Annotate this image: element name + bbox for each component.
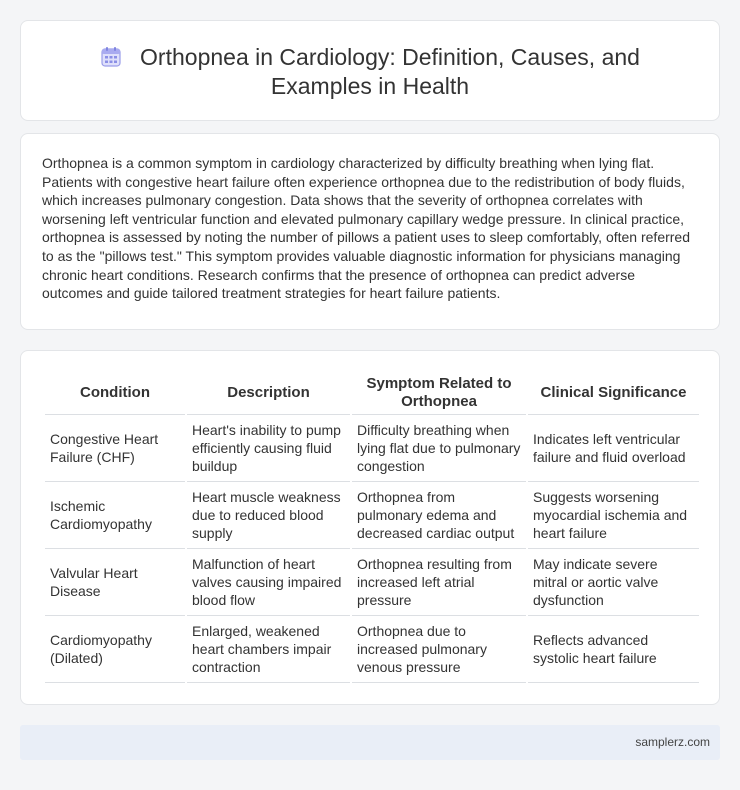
table-header-row [45, 371, 699, 415]
table-row [45, 616, 699, 683]
intro-paragraph: Orthopnea is a common symptom in cardiology characterized by difficulty breathing when lying flat. Patients with congestive heart failure often experience orthopnea due to the redistribution of body fluids, which increases pulmonary congestion. Data shows that the severity of orthopnea correlates with worsening left ventricular function and elevated pulmonary capillary wedge pressure. In clinical practice, orthopnea is assessed by noting the number of pillows a patient uses to sleep comfortably, often referred to as the "pillows test." This symptom provides valuable diagnostic information for physicians managing chronic heart conditions. Research confirms that the presence of orthopnea can predict adverse outcomes and guide tailored treatment strategies for heart failure patients. [42, 155, 690, 302]
cell-symptom: Orthopnea due to increased pulmonary venous pressure [352, 616, 526, 683]
cell-symptom: Orthopnea resulting from increased left atrial pressure [352, 549, 526, 616]
cell-symptom: Orthopnea from pulmonary edema and decreased cardiac output [352, 482, 526, 549]
cell-significance: Suggests worsening myocardial ischemia and heart failure [528, 482, 699, 549]
header-description: Description [187, 371, 350, 415]
cell-description: Heart's inability to pump efficiently causing fluid buildup [187, 415, 350, 482]
table-card [20, 350, 720, 705]
intro-card [20, 133, 720, 330]
cell-symptom: Difficulty breathing when lying flat due to pulmonary congestion [352, 415, 526, 482]
cell-condition: Ischemic Cardiomyopathy [45, 482, 185, 549]
cell-description: Malfunction of heart valves causing impaired blood flow [187, 549, 350, 616]
cell-description: Heart muscle weakness due to reduced blood supply [187, 482, 350, 549]
title-card [20, 20, 720, 121]
table-row [45, 549, 699, 616]
cell-condition: Cardiomyopathy (Dilated) [45, 616, 185, 683]
header-symptom: Symptom Related to Orthopnea [352, 371, 526, 415]
cell-significance: Reflects advanced systolic heart failure [528, 616, 699, 683]
cell-significance: Indicates left ventricular failure and fluid overload [528, 415, 699, 482]
header-condition: Condition [45, 371, 185, 415]
cell-significance: May indicate severe mitral or aortic valve dysfunction [528, 549, 699, 616]
footer-bar [20, 725, 720, 760]
cell-condition: Congestive Heart Failure (CHF) [45, 415, 185, 482]
table-row [45, 415, 699, 482]
footer-site-link[interactable]: samplerz.com [635, 735, 710, 749]
cell-description: Enlarged, weakened heart chambers impair contraction [187, 616, 350, 683]
cell-condition: Valvular Heart Disease [45, 549, 185, 616]
table-row [45, 482, 699, 549]
page-title: Orthopnea in Cardiology: Definition, Causes, and Examples in Health [140, 44, 640, 99]
header-significance: Clinical Significance [528, 371, 699, 415]
page-title-block [61, 43, 679, 101]
conditions-table [43, 371, 701, 683]
calendar-icon [100, 46, 122, 68]
